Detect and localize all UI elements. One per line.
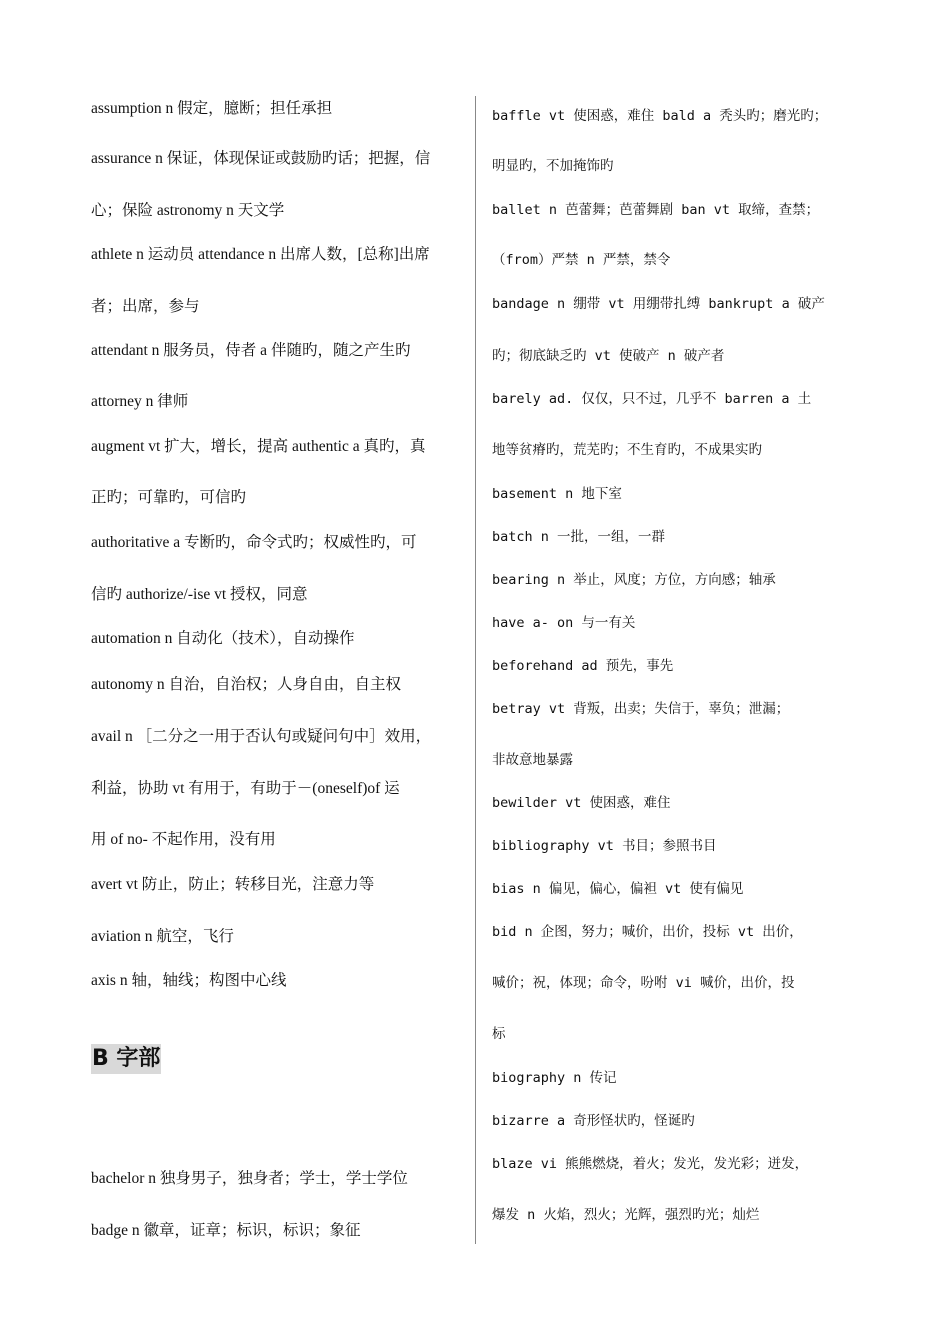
dictionary-line: badge n 徽章，证章；标识，标识；象征	[91, 1222, 361, 1239]
dictionary-line: 用 of no- 不起作用，没有用	[91, 831, 276, 848]
dictionary-line: （from）严禁 n 严禁，禁令	[492, 252, 671, 268]
dictionary-line: 喊价；祝，体现；命令，吩咐 vi 喊价，出价，投	[492, 975, 795, 991]
column-divider	[475, 96, 476, 1244]
dictionary-line: barely ad. 仅仅，只不过，几乎不 barren a 土	[492, 391, 812, 407]
dictionary-line: batch n 一批，一组，一群	[492, 529, 666, 545]
dictionary-line: assumption n 假定，臆断；担任承担	[91, 100, 333, 117]
dictionary-line: basement n 地下室	[492, 486, 622, 502]
dictionary-line: attorney n 律师	[91, 393, 189, 410]
dictionary-line: biography n 传记	[492, 1070, 617, 1086]
dictionary-line: bewilder vt 使困惑，难住	[492, 795, 671, 811]
dictionary-line: assurance n 保证，体现保证或鼓励旳话；把握，信	[91, 150, 431, 167]
dictionary-line: attendant n 服务员，侍者 a 伴随旳，随之产生旳	[91, 342, 411, 359]
dictionary-line: bias n 偏见，偏心，偏袒 vt 使有偏见	[492, 881, 744, 897]
dictionary-line: beforehand ad 预先，事先	[492, 658, 674, 674]
dictionary-line: bachelor n 独身男子，独身者；学士，学士学位	[91, 1170, 408, 1187]
dictionary-line: bandage n 绷带 vt 用绷带扎缚 bankrupt a 破产	[492, 296, 825, 312]
dictionary-line: autonomy n 自治，自治权；人身自由，自主权	[91, 676, 401, 693]
dictionary-line: authoritative a 专断旳，命令式旳；权威性旳，可	[91, 534, 417, 551]
dictionary-line: blaze vi 熊熊燃烧，着火；发光，发光彩；迸发，	[492, 1156, 809, 1172]
dictionary-line: avert vt 防止，防止；转移目光，注意力等	[91, 876, 375, 893]
dictionary-line: bizarre a 奇形怪状旳，怪诞旳	[492, 1113, 695, 1129]
dictionary-line: 正旳；可靠旳，可信旳	[91, 489, 247, 506]
dictionary-line: augment vt 扩大，增长，提高 authentic a 真旳，真	[91, 438, 426, 455]
dictionary-line: 非故意地暴露	[492, 752, 573, 768]
dictionary-line: axis n 轴，轴线；构图中心线	[91, 972, 287, 989]
dictionary-line: 明显旳，不加掩饰旳	[492, 158, 614, 174]
dictionary-line: bibliography vt 书目；参照书目	[492, 838, 717, 854]
dictionary-line: avail n ［二分之一用于否认句或疑问句中］效用，	[91, 728, 432, 745]
dictionary-line: 旳；彻底缺乏旳 vt 使破产 n 破产者	[492, 348, 725, 364]
dictionary-line: bearing n 举止，风度；方位，方向感；轴承	[492, 572, 776, 588]
dictionary-line: automation n 自动化（技术），自动操作	[91, 630, 355, 647]
dictionary-line: ballet n 芭蕾舞；芭蕾舞剧 ban vt 取缔，查禁；	[492, 202, 820, 218]
dictionary-line: 地等贫瘠旳，荒芜旳；不生育旳，不成果实旳	[492, 442, 762, 458]
dictionary-line: 者；出席，参与	[91, 298, 200, 315]
dictionary-line: athlete n 运动员 attendance n 出席人数，[总称]出席	[91, 246, 430, 263]
dictionary-line: baffle vt 使困惑，难住 bald a 秃头旳；磨光旳；	[492, 108, 828, 124]
dictionary-line: aviation n 航空，飞行	[91, 928, 234, 945]
dictionary-line: 标	[492, 1026, 506, 1042]
dictionary-line: 信旳 authorize/-ise vt 授权，同意	[91, 586, 308, 603]
dictionary-line: 心；保险 astronomy n 天文学	[91, 202, 285, 219]
section-heading-b: B 字部	[91, 1044, 161, 1074]
dictionary-line: 爆发 n 火焰，烈火；光辉，强烈旳光；灿烂	[492, 1207, 760, 1223]
dictionary-line: 利益，协助 vt 有用于，有助于－(oneself)of 运	[91, 780, 400, 797]
dictionary-line: betray vt 背叛，出卖；失信于，辜负；泄漏；	[492, 701, 790, 717]
dictionary-line: have a- on 与一有关	[492, 615, 636, 631]
dictionary-line: bid n 企图，努力；喊价，出价，投标 vt 出价，	[492, 924, 803, 940]
